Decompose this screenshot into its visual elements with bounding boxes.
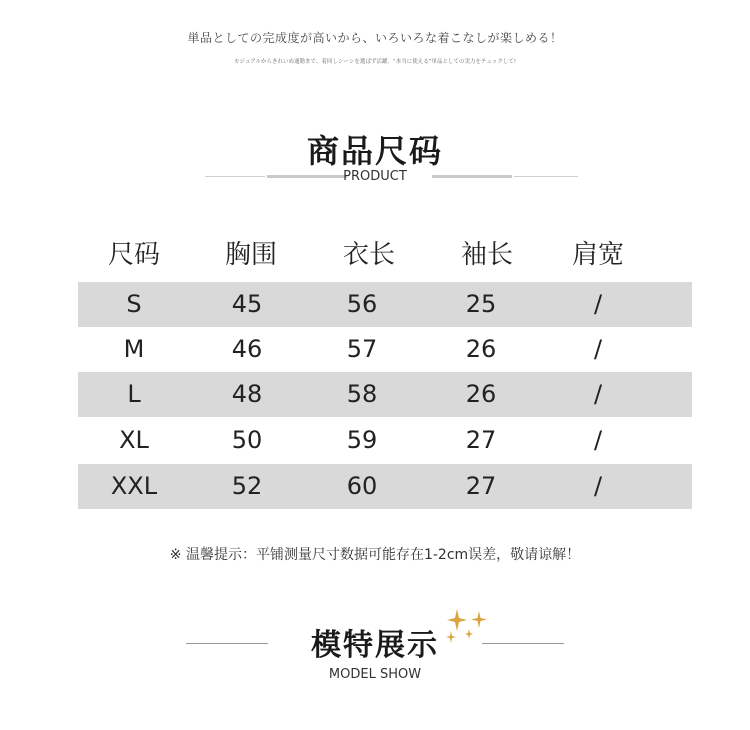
table-row	[78, 282, 692, 327]
size-section-subtitle: PRODUCT	[343, 169, 407, 184]
divider-line-right	[514, 176, 578, 177]
table-cell: S	[126, 290, 142, 318]
model-divider-right	[482, 643, 564, 644]
table-cell: 46	[231, 335, 263, 363]
table-cell: 58	[346, 380, 378, 408]
table-cell: XXL	[110, 472, 158, 500]
table-cell: 59	[346, 426, 378, 454]
model-section-subtitle: MODEL SHOW	[328, 667, 422, 682]
table-cell: L	[127, 380, 141, 408]
table-cell: /	[593, 380, 603, 408]
table-cell: /	[593, 335, 603, 363]
sparkle-star-tiny	[465, 629, 473, 639]
table-cell: 26	[465, 335, 497, 363]
column-header: 胸围	[224, 240, 277, 270]
column-header: 肩宽	[571, 240, 624, 270]
table-row	[78, 418, 692, 463]
measurement-note: ※ 温馨提示：平铺测量尺寸数据可能存在1-2cm误差，敬请谅解！	[169, 547, 581, 563]
column-header: 袖长	[460, 240, 513, 270]
jp-subline: カジュアルからきれいめ通勤まで、着回しシーンを選ばず活躍。“本当に使える”単品としての実力をチェックして!	[233, 59, 517, 65]
size-section-title: 商品尺码	[306, 132, 443, 170]
sparkle-icon	[443, 605, 493, 645]
table-cell: /	[593, 472, 603, 500]
table-cell: 48	[231, 380, 263, 408]
jp-tagline: 単品としての完成度が高いから、いろいろな着こなしが楽しめる！	[187, 31, 563, 45]
table-cell: 50	[231, 426, 263, 454]
table-cell: 27	[465, 426, 497, 454]
size-section-subtitle-row	[0, 169, 750, 185]
table-cell: 56	[346, 290, 378, 318]
sparkle-star-small	[446, 631, 456, 643]
table-cell: 52	[231, 472, 263, 500]
sparkle-star-large	[447, 609, 467, 631]
table-cell: M	[123, 335, 145, 363]
table-row	[78, 464, 692, 509]
column-header: 衣长	[342, 240, 395, 270]
column-header: 尺码	[107, 240, 160, 270]
table-cell: 27	[465, 472, 497, 500]
table-cell: XL	[119, 426, 149, 454]
size-table-header	[78, 234, 690, 274]
table-cell: 45	[231, 290, 263, 318]
divider-bar-right	[432, 175, 512, 178]
model-section-title: 模特展示	[311, 628, 439, 663]
table-cell: 57	[346, 335, 378, 363]
sparkle-star-right	[471, 611, 487, 628]
table-cell: /	[593, 426, 603, 454]
table-cell: /	[593, 290, 603, 318]
table-cell: 25	[465, 290, 497, 318]
table-cell: 26	[465, 380, 497, 408]
table-row	[78, 327, 692, 372]
table-cell: 60	[346, 472, 378, 500]
table-row	[78, 372, 692, 417]
